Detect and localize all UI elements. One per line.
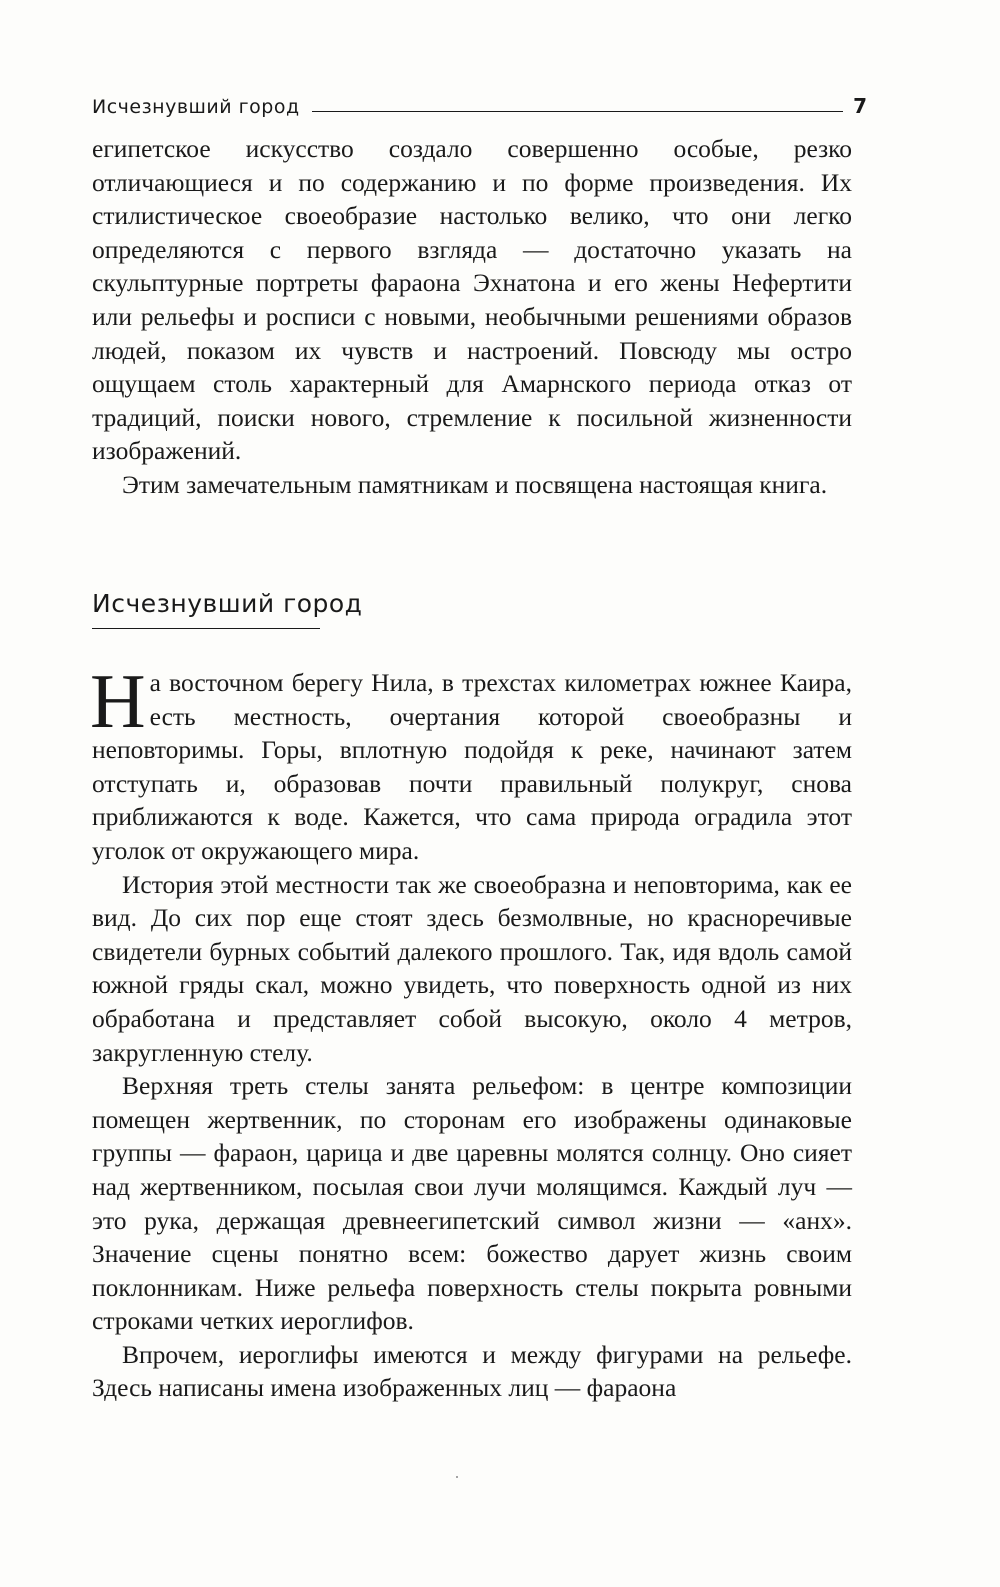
paragraph: Этим замечательным памятникам и посвящена настоящая книга. xyxy=(122,469,828,499)
page-number: 7 xyxy=(853,94,867,118)
chapter-heading-rule xyxy=(92,628,320,629)
paragraph: История этой местности так же своеобразна и неповторима, как ее вид. До сих пор еще стоят здесь безмолвные, но красноречивые свидетели бурных событий далекого прошлого. Так, идя вдоль самой южной гряды скал, можно увидеть, что поверхность одной из них обработана и представляет собой высокую, около 4 метров, закругленную стелу. xyxy=(92,869,852,1067)
drop-cap: Н xyxy=(90,658,146,744)
paragraph: египетское искусство создало совершенно особые, резко отличающиеся и по содержанию и по форме произведения. Их стилистическое своеобразие настолько велико, что они легко определяются с первого взгляда — достаточно указать на скульптурные портреты фараона Эхнатона и его жены Нефертити или рельефы и росписи с новыми, необычными решениями образов людей, показом их чувств и настроений. Повсюду мы остро ощущаем столь характерный для Амарнского периода отказ от традиций, поиски нового, стремление к посильной жизненности изображений. xyxy=(92,134,852,466)
first-paragraph-text: а восточном берегу Нила, в трехстах километрах южнее Каира, есть местность, очертания которой своеобразны и неповторимы. Горы, вплотную подойдя к реке, начинают затем отступать и, образовав почти правильный полукруг, снова приближаются к воде. Кажется, что сама природа оградила этот уголок от окружающего мира. xyxy=(92,668,852,865)
running-title: Исчезнувший город xyxy=(92,96,300,118)
top-section xyxy=(92,132,852,502)
chapter-body xyxy=(90,658,852,1405)
paragraph: Впрочем, иероглифы имеются и между фигурами на рельефе. Здесь написаны имена изображенных лиц — фараона xyxy=(92,1339,852,1403)
paragraph: Верхняя треть стелы занята рельефом: в центре композиции помещен жертвенник, по сторонам его изображены одинаковые группы — фараон, царица и две царевны молятся солнцу. Оно сияет над жертвенником, посылая свои лучи молящимся. Каждый луч — это рука, держащая древнеегипетский символ жизни — «анх». Значение сцены понятно всем: божество дарует жизнь своим поклонникам. Ниже рельефа поверхность стелы покрыта ровными строками четких иероглифов. xyxy=(92,1071,852,1336)
paper-speck xyxy=(456,1476,458,1478)
running-header xyxy=(92,86,867,118)
header-rule xyxy=(312,111,843,112)
chapter-heading: Исчезнувший город xyxy=(92,589,363,618)
first-paragraph xyxy=(90,658,852,868)
